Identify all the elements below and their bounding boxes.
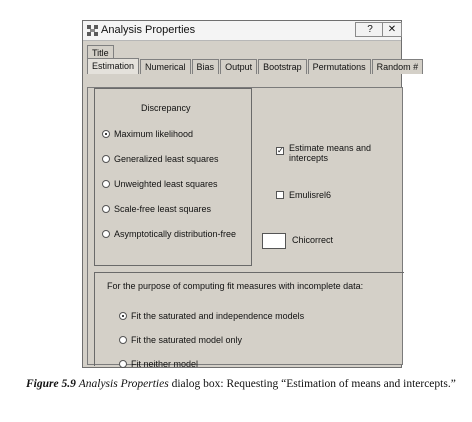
radio-generalized-least-squares[interactable] bbox=[102, 155, 110, 163]
estimate-means-checkbox[interactable]: ✓ bbox=[277, 146, 284, 155]
radio-adf-label: Asymptotically distribution-free bbox=[114, 229, 237, 239]
help-icon: ? bbox=[367, 24, 373, 35]
radio-unweighted-least-squares-label: Unweighted least squares bbox=[114, 179, 218, 189]
estimation-panel bbox=[87, 87, 403, 369]
radio-scale-free-least-squares-label: Scale-free least squares bbox=[114, 204, 212, 214]
app-icon bbox=[86, 24, 99, 37]
close-icon: ✕ bbox=[387, 24, 397, 35]
close-button[interactable] bbox=[382, 22, 402, 37]
tab-bootstrap[interactable]: Bootstrap bbox=[258, 59, 307, 74]
caption-italic: Analysis Properties bbox=[78, 378, 169, 390]
chicorrect-input[interactable] bbox=[262, 233, 286, 249]
estimate-means-label-line2: intercepts bbox=[289, 153, 329, 163]
radio-fit-neither[interactable] bbox=[119, 360, 127, 368]
tab-title[interactable]: Title bbox=[87, 45, 114, 60]
radio-fit-neither-label: Fit neither model bbox=[131, 359, 199, 369]
radio-fit-saturated-independence[interactable] bbox=[119, 312, 127, 320]
tab-permutations[interactable]: Permutations bbox=[308, 59, 371, 74]
incomplete-data-group bbox=[94, 272, 404, 369]
figure-caption bbox=[26, 378, 466, 391]
radio-maximum-likelihood[interactable] bbox=[102, 130, 110, 138]
analysis-properties-dialog bbox=[82, 20, 419, 369]
tab-numerical[interactable]: Numerical bbox=[140, 59, 191, 74]
incomplete-data-heading: For the purpose of computing fit measures with incomplete data: bbox=[107, 281, 364, 291]
caption-text: dialog box: Requesting “Estimation of means and intercepts.” bbox=[168, 378, 456, 390]
radio-adf[interactable] bbox=[102, 230, 110, 238]
tab-bias[interactable]: Bias bbox=[192, 59, 220, 74]
window-title: Analysis Properties bbox=[101, 24, 196, 36]
tab-estimation[interactable]: Estimation bbox=[87, 58, 139, 74]
tab-row-2 bbox=[87, 59, 424, 73]
title-bar bbox=[83, 21, 401, 41]
radio-unweighted-least-squares[interactable] bbox=[102, 180, 110, 188]
help-button[interactable] bbox=[355, 22, 385, 37]
chicorrect-label: Chicorrect bbox=[292, 235, 334, 245]
tab-random[interactable]: Random # bbox=[372, 59, 424, 74]
radio-generalized-least-squares-label: Generalized least squares bbox=[114, 154, 219, 164]
discrepancy-group bbox=[94, 88, 252, 266]
radio-fit-saturated-only[interactable] bbox=[119, 336, 127, 344]
radio-fit-saturated-independence-label: Fit the saturated and independence models bbox=[131, 311, 305, 321]
radio-fit-saturated-only-label: Fit the saturated model only bbox=[131, 335, 243, 345]
figure-number: Figure 5.9 bbox=[26, 378, 76, 390]
estimate-means-label-line1: Estimate means and bbox=[289, 143, 372, 153]
discrepancy-heading: Discrepancy bbox=[141, 103, 191, 113]
emulisrel6-label: Emulisrel6 bbox=[289, 190, 332, 200]
tab-row-1 bbox=[87, 45, 115, 59]
emulisrel6-checkbox[interactable] bbox=[276, 191, 284, 199]
radio-maximum-likelihood-label: Maximum likelihood bbox=[114, 129, 194, 139]
tab-output[interactable]: Output bbox=[220, 59, 257, 74]
radio-scale-free-least-squares[interactable] bbox=[102, 205, 110, 213]
